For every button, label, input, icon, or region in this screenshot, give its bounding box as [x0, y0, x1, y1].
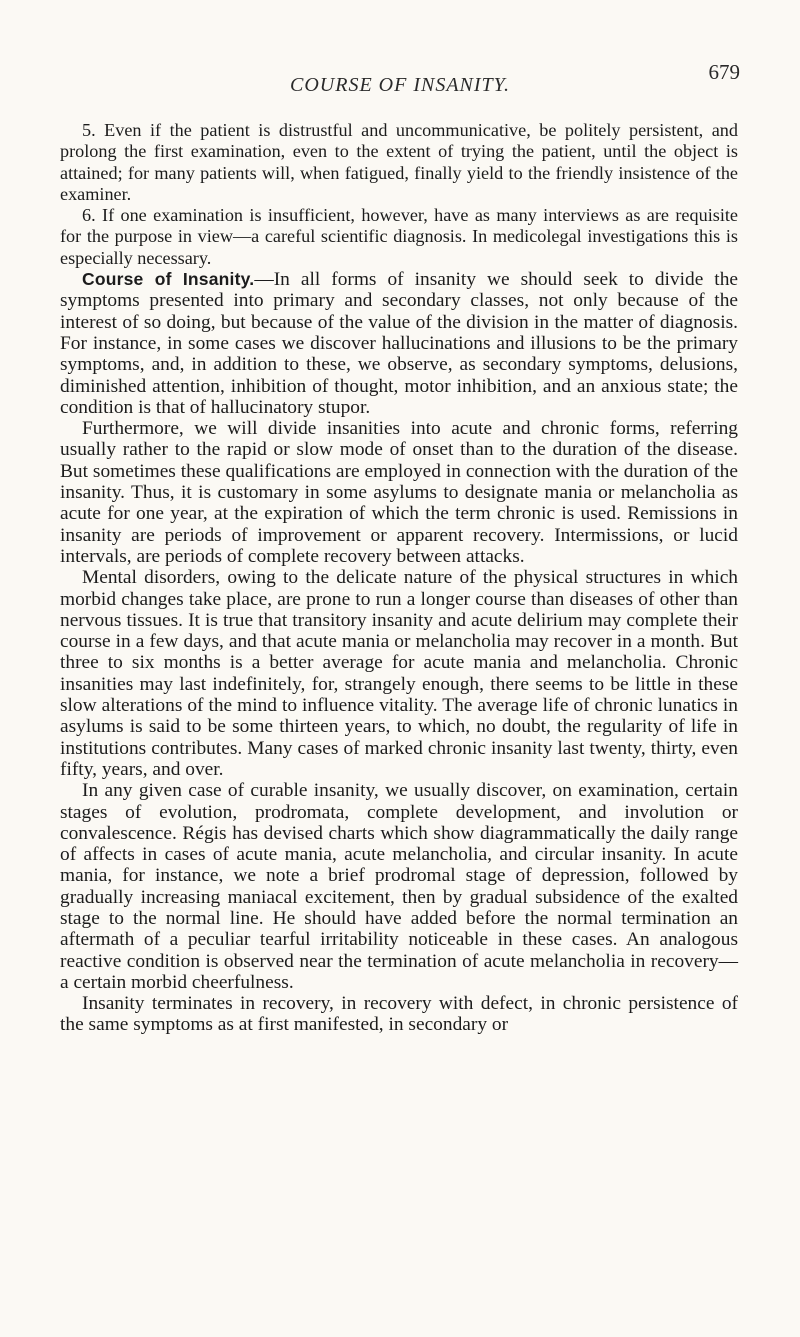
- paragraph-text: 6. If one examination is insufficient, however, have as many interviews as are requisite for the purpose in view—a careful scientific diagnosis. In medicolegal investigations this is especially necessary.: [60, 205, 738, 268]
- paragraph-rule-6: [60, 205, 738, 269]
- running-title: COURSE OF INSANITY.: [290, 74, 510, 96]
- paragraph-text: In any given case of curable insanity, we usually discover, on examination, certain stages of evolution, prodromata, complete development, and involution or convalescence. Régis has devised charts which show diagrammatically the daily range of affects in cases of acute mania, acute melancholia, and circular insanity. In acute mania, for instance, we note a brief prodromal stage of depression, followed by gradually increasing maniacal excitement, then by gradual subsidence of the exalted stage to the normal line. He should have added before the normal termination an aftermath of a peculiar tearful irritability noticeable in these cases. An analogous reactive condition is observed near the termination of acute melancholia in recovery—a certain morbid cheerfulness.: [60, 780, 738, 993]
- running-head: [58, 60, 742, 100]
- paragraph-course-of-insanity: [60, 269, 738, 418]
- paragraph-terminations: [60, 993, 738, 1036]
- section-heading: Course of Insanity.: [82, 269, 255, 290]
- paragraph-text: Insanity terminates in recovery, in recovery with defect, in chronic persistence of the same symptoms as at first manifested, in secondary or: [60, 993, 738, 1036]
- paragraph-acute-chronic: [60, 418, 738, 567]
- paragraph-text: Mental disorders, owing to the delicate nature of the physical structures in which morbid changes take place, are prone to run a longer course than diseases of other than nervous tissues. It is true that transitory insanity and acute delirium may complete their course in a few days, and that acute mania or melancholia may recover in a month. But three to six months is a better average for acute mania and melancholia. Chronic insanities may last indefinitely, for, strangely enough, there seems to be little in these slow alterations of the mind to influence vitality. The average life of chronic lunatics in asylums is said to be some thirteen years, to which, no doubt, the regularity of life in institutions contributes. Many cases of marked chronic insanity last twenty, thirty, even fifty, years, and over.: [60, 567, 738, 780]
- page-number: 679: [708, 60, 740, 84]
- paragraph-text: —In all forms of insanity we should seek to divide the symptoms presented into primary and secondary classes, not only because of the interest of so doing, but because of the value of the division in the matter of diagnosis. For instance, in some cases we discover hallucinations and illusions to be the primary symptoms, and, in addition to these, we observe, as secondary symptoms, delusions, diminished attention, inhibition of thought, motor inhibition, and an anxious state; the condition is that of hallucinatory stupor.: [60, 269, 738, 418]
- body-text: [60, 120, 738, 1036]
- paragraph-text: Furthermore, we will divide insanities into acute and chronic forms, referring usually rather to the rapid or slow mode of onset than to the duration of the disease. But sometimes these qualifications are employed in connection with the duration of the insanity. Thus, it is customary in some asylums to designate mania or melancholia as acute for one year, at the expiration of which the term chronic is used. Remissions in insanity are periods of improvement or apparent recovery. Intermissions, or lucid intervals, are periods of complete recovery between attacks.: [60, 418, 738, 567]
- paragraph-rule-5: [60, 120, 738, 205]
- paragraph-mental-disorders: [60, 567, 738, 780]
- paragraph-text: 5. Even if the patient is distrustful and uncommunicative, be politely persistent, and prolong the first examination, even to the extent of trying the patient, until the object is attained; for many patients will, when fatigued, finally yield to the friendly insistence of the examiner.: [60, 120, 738, 204]
- paragraph-curable-insanity: [60, 780, 738, 993]
